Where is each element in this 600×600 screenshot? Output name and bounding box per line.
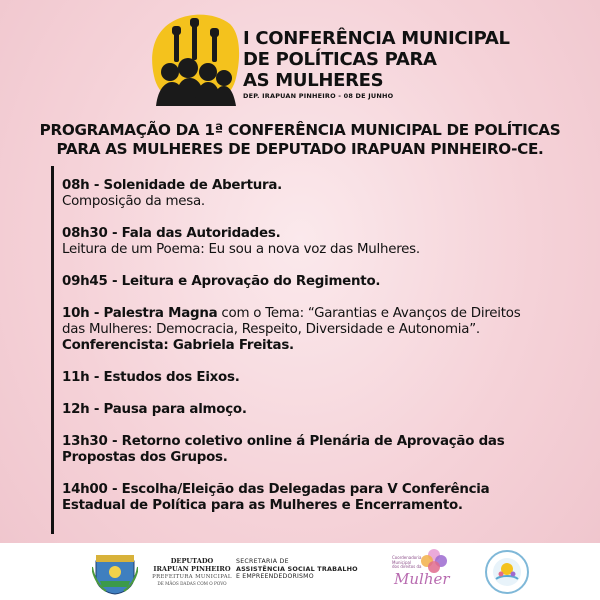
- logo-title-line: DE POLÍTICAS PARA: [243, 49, 437, 70]
- schedule-item: [62, 402, 582, 418]
- schedule-text: 13h30 - Retorno coletivo online á Plenária de Aprovação das: [62, 434, 505, 449]
- schedule-item: [62, 482, 582, 514]
- schedule-text: Leitura de um Poema: Eu sou a nova voz das Mulheres.: [62, 242, 420, 257]
- schedule-text: 08h - Solenidade de Abertura.: [62, 178, 283, 193]
- secretaria-line: SECRETARIA DE: [236, 558, 289, 565]
- municipal-crest-icon: [92, 551, 138, 595]
- schedule-text: com o Tema: “Garantias e Avanços de Direitos: [217, 306, 521, 321]
- council-seal-icon: [484, 549, 530, 595]
- schedule-line: [62, 242, 582, 258]
- coordenadoria-mulher-logo: [392, 548, 452, 596]
- schedule-item: [62, 274, 582, 290]
- schedule-text: 11h - Estudos dos Eixos.: [62, 370, 240, 385]
- schedule-line: [62, 226, 582, 242]
- schedule-text: Composição da mesa.: [62, 194, 205, 209]
- schedule-text: 10h - Palestra Magna: [62, 306, 218, 321]
- deputado-line: DEPUTADO: [170, 557, 214, 565]
- schedule-line: [62, 306, 582, 322]
- schedule-text: Estadual de Política para as Mulheres e Encerramento.: [62, 498, 463, 513]
- schedule-item: [62, 306, 582, 354]
- schedule-line: [62, 450, 582, 466]
- slogan-line: DE MÃOS DADAS COM O POVO: [157, 581, 227, 586]
- heading-line: PROGRAMAÇÃO DA 1ª CONFERÊNCIA MUNICIPAL DE POLÍTICAS: [39, 121, 561, 139]
- schedule-line: [62, 194, 582, 210]
- logo-title-line: AS MULHERES: [243, 70, 384, 91]
- schedule-line: [62, 482, 582, 498]
- schedule-text: Conferencista: Gabriela Freitas.: [62, 338, 294, 353]
- schedule-line: [62, 178, 582, 194]
- schedule-line: [62, 370, 582, 386]
- sponsor-footer: [0, 543, 600, 600]
- schedule-line: [62, 274, 582, 290]
- schedule-text: 08h30 - Fala das Autoridades.: [62, 226, 281, 241]
- schedule-item: [62, 226, 582, 258]
- schedule-line: [62, 434, 582, 450]
- mulher-wordmark: Mulher: [394, 570, 450, 588]
- caption-line: dos direitos da: [392, 564, 422, 569]
- deputado-logo-text: [142, 557, 242, 586]
- schedule-text: 12h - Pausa para almoço.: [62, 402, 247, 417]
- logo-subtitle: DEP. IRAPUAN PINHEIRO - 08 DE JUNHO: [243, 92, 394, 100]
- logo-title-line: I CONFERÊNCIA MUNICIPAL: [243, 28, 510, 49]
- prefeitura-line: PREFEITURA MUNICIPAL: [152, 574, 232, 580]
- schedule-item: [62, 434, 582, 466]
- deputado-line: IRAPUAN PINHEIRO: [153, 565, 231, 573]
- secretaria-logo-text: [236, 558, 386, 580]
- program-heading: [20, 121, 580, 159]
- caption-line: Coordenadoria: [392, 555, 422, 560]
- secretaria-line: E EMPREENDEDORISMO: [236, 573, 314, 580]
- caption-line: Municipal: [392, 559, 412, 565]
- schedule-list: [62, 178, 582, 530]
- secretaria-line: ASSISTÊNCIA SOCIAL TRABALHO: [236, 565, 358, 573]
- schedule-line: [62, 402, 582, 418]
- schedule-item: [62, 370, 582, 386]
- conference-title: [243, 28, 510, 100]
- conference-logo-icon: [150, 10, 240, 110]
- schedule-item: [62, 178, 582, 210]
- schedule-text: 09h45 - Leitura e Aprovação do Regimento.: [62, 274, 381, 289]
- schedule-text: das Mulheres: Democracia, Respeito, Diversidade e Autonomia”.: [62, 322, 480, 337]
- schedule-line: [62, 322, 582, 338]
- coordenadoria-caption: [392, 556, 421, 570]
- schedule-text: Propostas dos Grupos.: [62, 450, 228, 465]
- schedule-line: [62, 338, 582, 354]
- heading-line: PARA AS MULHERES DE DEPUTADO IRAPUAN PINHEIRO-CE.: [56, 140, 544, 158]
- schedule-text: 14h00 - Escolha/Eleição das Delegadas para V Conferência: [62, 482, 490, 497]
- schedule-line: [62, 498, 582, 514]
- vertical-divider: [51, 166, 54, 534]
